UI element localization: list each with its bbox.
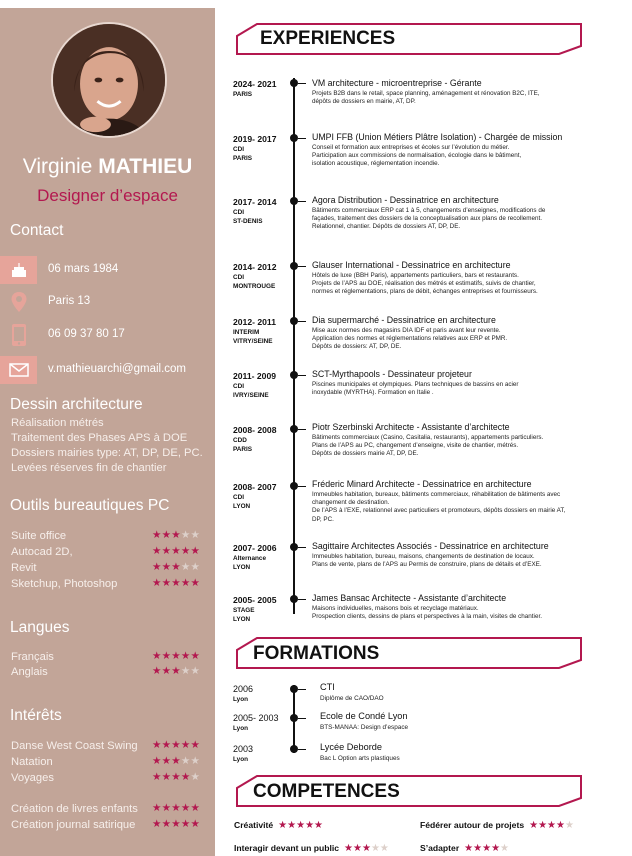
star-filled-icon: ★ (152, 802, 162, 814)
timeline-tick (298, 486, 306, 487)
star-filled-icon: ★ (538, 820, 548, 831)
langues-heading: Langues (10, 619, 70, 636)
experience-location: LYON (233, 616, 251, 623)
experience-title: Glauser International - Dessinatrice en architecture (312, 260, 511, 270)
experience-description (312, 144, 587, 169)
formation-school: Ecole de Condé Lyon (320, 711, 408, 721)
star-empty-icon: ★ (190, 771, 201, 783)
star-empty-icon: ★ (370, 843, 380, 854)
experience-contract: CDI (233, 146, 245, 153)
star-filled-icon: ★ (171, 577, 181, 589)
rating-stars (152, 577, 200, 589)
star-filled-icon: ★ (305, 820, 315, 831)
location-pin-icon (0, 288, 37, 316)
interest-label: Voyages (11, 772, 54, 784)
star-filled-icon: ★ (556, 820, 565, 831)
experience-timeline (293, 78, 295, 614)
timeline-dot (290, 262, 298, 270)
timeline-dot (290, 371, 298, 379)
formation-diploma: Diplôme de CAO/DAO (320, 695, 384, 702)
star-filled-icon: ★ (353, 843, 362, 854)
star-filled-icon: ★ (180, 771, 191, 783)
dessin-item: Réalisation métrés (11, 417, 104, 429)
star-filled-icon: ★ (161, 755, 172, 767)
description-line: Plans de l’APS au PC, changement d’enseigne, visite de chantier, métrés. (312, 442, 519, 450)
star-filled-icon: ★ (190, 650, 201, 662)
star-filled-icon: ★ (171, 739, 181, 751)
experiences-title: EXPERIENCES (260, 28, 396, 49)
star-empty-icon: ★ (180, 561, 191, 573)
experience-date: 2005- 2005 (233, 595, 277, 605)
experience-description (312, 434, 587, 459)
skill-row (11, 562, 201, 577)
formation-city: Lyon (233, 756, 249, 763)
star-filled-icon: ★ (171, 818, 181, 830)
experience-date: 2011- 2009 (233, 371, 277, 381)
experience-contract: Alternance (233, 555, 267, 562)
star-filled-icon: ★ (161, 545, 172, 557)
star-filled-icon: ★ (180, 545, 191, 557)
experience-location: LYON (233, 564, 251, 571)
timeline-dot (290, 197, 298, 205)
experience-date: 2017- 2014 (233, 197, 277, 207)
rating-stars (152, 802, 200, 814)
interest-row (11, 756, 201, 771)
description-line: isolation acoustique, réglementation incendie. (312, 160, 440, 168)
description-line: Projets de l’APS au DOE, réalisation des métrés et estimatifs, suivis de chantier, (312, 280, 536, 288)
competences-title: COMPETENCES (253, 781, 400, 802)
description-line: façades, traitement des dossiers de la conceptualisation aux plans de recollement. (312, 215, 542, 223)
experience-date: 2008- 2007 (233, 482, 277, 492)
skill-row (11, 546, 201, 561)
competence-label: Créativité (234, 820, 274, 830)
experience-contract: CDI (233, 494, 245, 501)
timeline-dot (290, 595, 298, 603)
star-filled-icon: ★ (344, 843, 354, 854)
skill-label: Sketchup, Photoshop (11, 578, 118, 590)
language-row (11, 666, 201, 681)
star-filled-icon: ★ (161, 577, 172, 589)
skill-row (11, 530, 201, 545)
timeline-tick (298, 266, 306, 267)
star-filled-icon: ★ (482, 843, 492, 854)
description-line: Conseil et formation aux entreprises et écoles sur l’évolution du métier. (312, 144, 510, 151)
star-filled-icon: ★ (278, 820, 288, 831)
formation-date: 2006 (233, 684, 254, 694)
description-line: Bâtiments commerciaux (Casino, Casitalia, restaurants), appartements particuliers. (312, 434, 544, 441)
experience-title: UMPI FFB (Union Métiers Plâtre Isolation) - Chargée de mission (312, 132, 563, 142)
timeline-tick (298, 749, 306, 750)
star-filled-icon: ★ (180, 818, 191, 830)
timeline-tick (298, 599, 306, 600)
description-line: Prospection clients, dessins de plans et perspectives à la main, visites de chantier. (312, 613, 542, 621)
experience-description (312, 553, 587, 569)
language-label: Français (11, 651, 54, 663)
experience-description (312, 381, 587, 397)
description-line: De l’APS à l’EXE, relationnel avec particuliers et promoteurs, dépôts dossiers en mairie AT, (312, 507, 566, 515)
star-filled-icon: ★ (171, 561, 181, 573)
timeline-tick (298, 375, 306, 376)
description-line: Mise aux normes des magasins DIA IDF et paris avant leur revente. (312, 327, 501, 334)
experience-location: PARIS (233, 446, 253, 453)
star-filled-icon: ★ (152, 577, 162, 589)
star-filled-icon: ★ (171, 665, 181, 677)
experience-description (312, 327, 587, 352)
star-filled-icon: ★ (152, 665, 162, 677)
mail-icon (0, 356, 37, 384)
star-filled-icon: ★ (171, 650, 181, 662)
interest-label: Création de livres enfants (11, 803, 138, 815)
experience-description (312, 272, 587, 297)
person-name: Virginie MATHIEU (22, 155, 193, 178)
star-filled-icon: ★ (287, 820, 297, 831)
experience-date: 2007- 2006 (233, 543, 277, 553)
star-filled-icon: ★ (190, 739, 201, 751)
star-filled-icon: ★ (547, 820, 557, 831)
star-filled-icon: ★ (161, 650, 172, 662)
star-filled-icon: ★ (473, 843, 483, 854)
timeline-dot (290, 317, 298, 325)
formation-city: Lyon (233, 696, 249, 703)
star-filled-icon: ★ (171, 802, 181, 814)
star-filled-icon: ★ (152, 529, 162, 541)
timeline-dot (290, 685, 298, 693)
timeline-dot (290, 745, 298, 753)
timeline-tick (298, 138, 306, 139)
experience-description (312, 90, 587, 106)
phone-icon (0, 321, 37, 349)
rating-stars (152, 755, 200, 767)
timeline-tick (298, 718, 306, 719)
experience-title: Fréderic Minard Architecte - Dessinatrice en architecture (312, 479, 532, 489)
star-filled-icon: ★ (152, 771, 162, 783)
star-empty-icon: ★ (190, 755, 201, 767)
star-empty-icon: ★ (564, 820, 574, 831)
star-filled-icon: ★ (152, 545, 162, 557)
experience-location: MONTROUGE (233, 283, 276, 290)
description-line: Dépôts de dossiers: AT, DP, DE. (312, 343, 402, 351)
contact-heading: Contact (10, 222, 64, 239)
rating-stars (152, 561, 200, 573)
experience-date: 2008- 2008 (233, 425, 277, 435)
contact-birthdate (0, 256, 215, 284)
competence-item (234, 820, 323, 831)
star-filled-icon: ★ (190, 818, 201, 830)
star-empty-icon: ★ (180, 665, 191, 677)
skill-label: Suite office (11, 530, 67, 542)
star-filled-icon: ★ (161, 665, 172, 677)
description-line: Plans de vente, plans de l’APS au Permis de construire, plans de détails et d’EXE. (312, 561, 542, 569)
formation-diploma: Bac L Option arts plastiques (320, 755, 400, 762)
rating-stars (344, 843, 389, 854)
timeline-dot (290, 714, 298, 722)
dessin-list (11, 416, 203, 476)
timeline-tick (298, 547, 306, 548)
star-empty-icon: ★ (190, 529, 201, 541)
skill-label: Revit (11, 562, 37, 574)
rating-stars (152, 818, 200, 830)
timeline-tick (298, 429, 306, 430)
competence-item (234, 843, 389, 854)
interest-label: Création journal satirique (11, 819, 136, 831)
timeline-dot (290, 79, 298, 87)
interest-row (11, 772, 201, 787)
contact-address (0, 288, 215, 316)
star-filled-icon: ★ (161, 739, 172, 751)
experience-title: Dia supermarché - Dessinatrice en architecture (312, 315, 496, 325)
formation-school: Lycée Deborde (320, 742, 382, 752)
timeline-dot (290, 425, 298, 433)
description-line: normes et réglementations, plans de débit, échanges entreprises et fournisseurs. (312, 288, 538, 296)
rating-stars (152, 665, 200, 677)
star-filled-icon: ★ (161, 561, 172, 573)
competence-label: Interagir devant un public (234, 843, 340, 853)
dessin-item: Traitement des Phases APS à DOE (11, 432, 188, 444)
description-line: Application des normes et réglementations relatives aux ERP et PMR. (312, 335, 508, 343)
star-filled-icon: ★ (161, 771, 172, 783)
interest-row (11, 819, 201, 834)
star-empty-icon: ★ (180, 755, 191, 767)
formation-date: 2003 (233, 744, 254, 754)
experience-description (312, 605, 587, 621)
experience-date: 2024- 2021 (233, 79, 277, 89)
formations-title: FORMATIONS (253, 643, 380, 664)
timeline-tick (298, 689, 306, 690)
star-filled-icon: ★ (361, 843, 371, 854)
star-filled-icon: ★ (161, 529, 172, 541)
timeline-tick (298, 201, 306, 202)
experience-location: PARIS (233, 155, 253, 162)
star-filled-icon: ★ (152, 650, 162, 662)
star-filled-icon: ★ (491, 843, 501, 854)
description-line: Participation aux commissions de normalisation, écologie dans le bâtiment, (312, 152, 522, 160)
star-filled-icon: ★ (464, 843, 474, 854)
email-link[interactable]: v.mathieuarchi@gmail.com (48, 363, 187, 375)
experience-contract: CDI (233, 209, 245, 216)
competence-item (420, 820, 574, 831)
star-filled-icon: ★ (180, 577, 191, 589)
timeline-dot (290, 482, 298, 490)
star-filled-icon: ★ (152, 561, 162, 573)
rating-stars (152, 771, 200, 783)
timeline-tick (298, 321, 306, 322)
star-filled-icon: ★ (152, 755, 162, 767)
timeline-dot (290, 543, 298, 551)
skill-label: Autocad 2D, (11, 546, 73, 558)
contact-email (0, 356, 215, 384)
rating-stars (529, 820, 574, 831)
profile-photo (51, 22, 167, 138)
description-line: Immeubles habitation, bureau, maisons, changements de destination de locaux. (312, 553, 535, 560)
dessin-item: Dossiers mairies type: AT, DP, DE, PC. (11, 447, 203, 459)
star-empty-icon: ★ (180, 529, 191, 541)
description-line: Hôtels de luxe (BBH Paris), appartements particuliers, bars et restaurants. (312, 272, 519, 279)
rating-stars (278, 820, 323, 831)
description-line: dépôts de dossiers en mairie, AT, DP. (312, 98, 416, 106)
description-line: inoxydable (MYRTHA). Formation en Italie . (312, 389, 434, 397)
star-filled-icon: ★ (190, 577, 201, 589)
cake-icon (0, 256, 37, 284)
job-title: Designer d’espace (37, 186, 178, 205)
interest-row (11, 803, 201, 818)
star-filled-icon: ★ (161, 818, 172, 830)
interest-label: Natation (11, 756, 53, 768)
description-line: Bâtiments commerciaux ERP cat 1 à 5, changements d’enseignes, modifications de (312, 207, 546, 214)
timeline-dot (290, 134, 298, 142)
experience-location: PARIS (233, 91, 253, 98)
experience-location: IVRY/SEINE (233, 392, 269, 399)
experience-title: Piotr Szerbinski Architecte - Assistante d’architecte (312, 422, 510, 432)
rating-stars (152, 529, 200, 541)
experience-title: James Bansac Architecte - Assistante d’architecte (312, 593, 507, 603)
star-filled-icon: ★ (529, 820, 539, 831)
rating-stars (152, 545, 200, 557)
experience-location: ST-DENIS (233, 218, 263, 225)
interets-heading: Intérêts (10, 707, 62, 724)
experience-title: Agora Distribution - Dessinatrice en architecture (312, 195, 499, 205)
star-filled-icon: ★ (180, 802, 191, 814)
experience-title: Sagittaire Architectes Associés - Dessinatrice en architecture (312, 541, 549, 551)
star-filled-icon: ★ (190, 545, 201, 557)
star-filled-icon: ★ (171, 755, 181, 767)
interest-row (11, 740, 201, 755)
star-empty-icon: ★ (500, 843, 510, 854)
dessin-heading: Dessin architecture (10, 396, 143, 413)
experience-title: SCT-Myrthapools - Dessinateur projeteur (312, 369, 472, 379)
experience-date: 2019- 2017 (233, 134, 277, 144)
experience-contract: CDI (233, 383, 245, 390)
interest-label: Danse West Coast Swing (11, 740, 138, 752)
experience-contract: STAGE (233, 607, 255, 614)
experience-title: VM architecture - microentreprise - Gérante (312, 78, 482, 88)
birthdate-text: 06 mars 1984 (48, 263, 119, 275)
star-filled-icon: ★ (190, 802, 201, 814)
description-line: Immeubles habitation, bureaux, bâtiments commerciaux, réhabilitation de bâtiments avec (312, 491, 561, 498)
description-line: DP, PC. (312, 515, 334, 523)
star-filled-icon: ★ (161, 802, 172, 814)
description-line: Relationnel, chantier. Dépôts de dossiers AT, DP, DE. (312, 223, 461, 231)
experience-contract: CDI (233, 274, 245, 281)
star-filled-icon: ★ (171, 529, 181, 541)
description-line: Dépôts de dossiers mairie AT, DP, DE. (312, 450, 419, 458)
sidebar (0, 8, 215, 856)
competence-label: Fédérer autour de projets (420, 820, 525, 830)
contact-phone (0, 321, 215, 349)
star-filled-icon: ★ (180, 739, 191, 751)
phone-text[interactable]: 06 09 37 80 17 (48, 328, 125, 340)
competence-item (420, 843, 509, 854)
language-row (11, 651, 201, 666)
star-filled-icon: ★ (296, 820, 306, 831)
formation-school: CTI (320, 682, 335, 692)
experience-contract: CDD (233, 437, 247, 444)
address-text: Paris 13 (48, 295, 91, 307)
experience-date: 2014- 2012 (233, 262, 277, 272)
rating-stars (152, 650, 200, 662)
star-filled-icon: ★ (171, 771, 181, 783)
rating-stars (152, 739, 200, 751)
skill-row (11, 578, 201, 593)
timeline-tick (298, 83, 306, 84)
star-filled-icon: ★ (171, 545, 181, 557)
formation-date: 2005- 2003 (233, 713, 279, 723)
experience-date: 2012- 2011 (233, 317, 277, 327)
star-filled-icon: ★ (152, 739, 162, 751)
description-line: changement de destination. (312, 499, 390, 507)
description-line: Projets B2B dans le retail, space planning, aménagement et rénovation B2C, ITE, (312, 90, 540, 97)
star-filled-icon: ★ (152, 818, 162, 830)
rating-stars (464, 843, 509, 854)
formation-diploma: BTS-MANAA: Design d’espace (320, 724, 409, 731)
competence-label: S’adapter (420, 843, 460, 853)
star-empty-icon: ★ (379, 843, 389, 854)
star-empty-icon: ★ (190, 665, 201, 677)
outils-heading: Outils bureautiques PC (10, 497, 170, 514)
star-filled-icon: ★ (314, 820, 324, 831)
dessin-item: Levées réserves fin de chantier (11, 462, 167, 474)
experience-description (312, 491, 587, 524)
experience-description (312, 207, 587, 232)
formation-city: Lyon (233, 725, 249, 732)
experience-location: VITRY/SEINE (233, 338, 273, 345)
description-line: Maisons individuelles, maisons bois et recyclage matériaux. (312, 605, 479, 612)
description-line: Piscines municipales et olympiques. Plans techniques de bassins en acier (312, 381, 519, 388)
star-filled-icon: ★ (180, 650, 191, 662)
star-empty-icon: ★ (190, 561, 201, 573)
experience-location: LYON (233, 503, 251, 510)
language-label: Anglais (11, 666, 48, 678)
experience-contract: INTERIM (233, 329, 260, 336)
